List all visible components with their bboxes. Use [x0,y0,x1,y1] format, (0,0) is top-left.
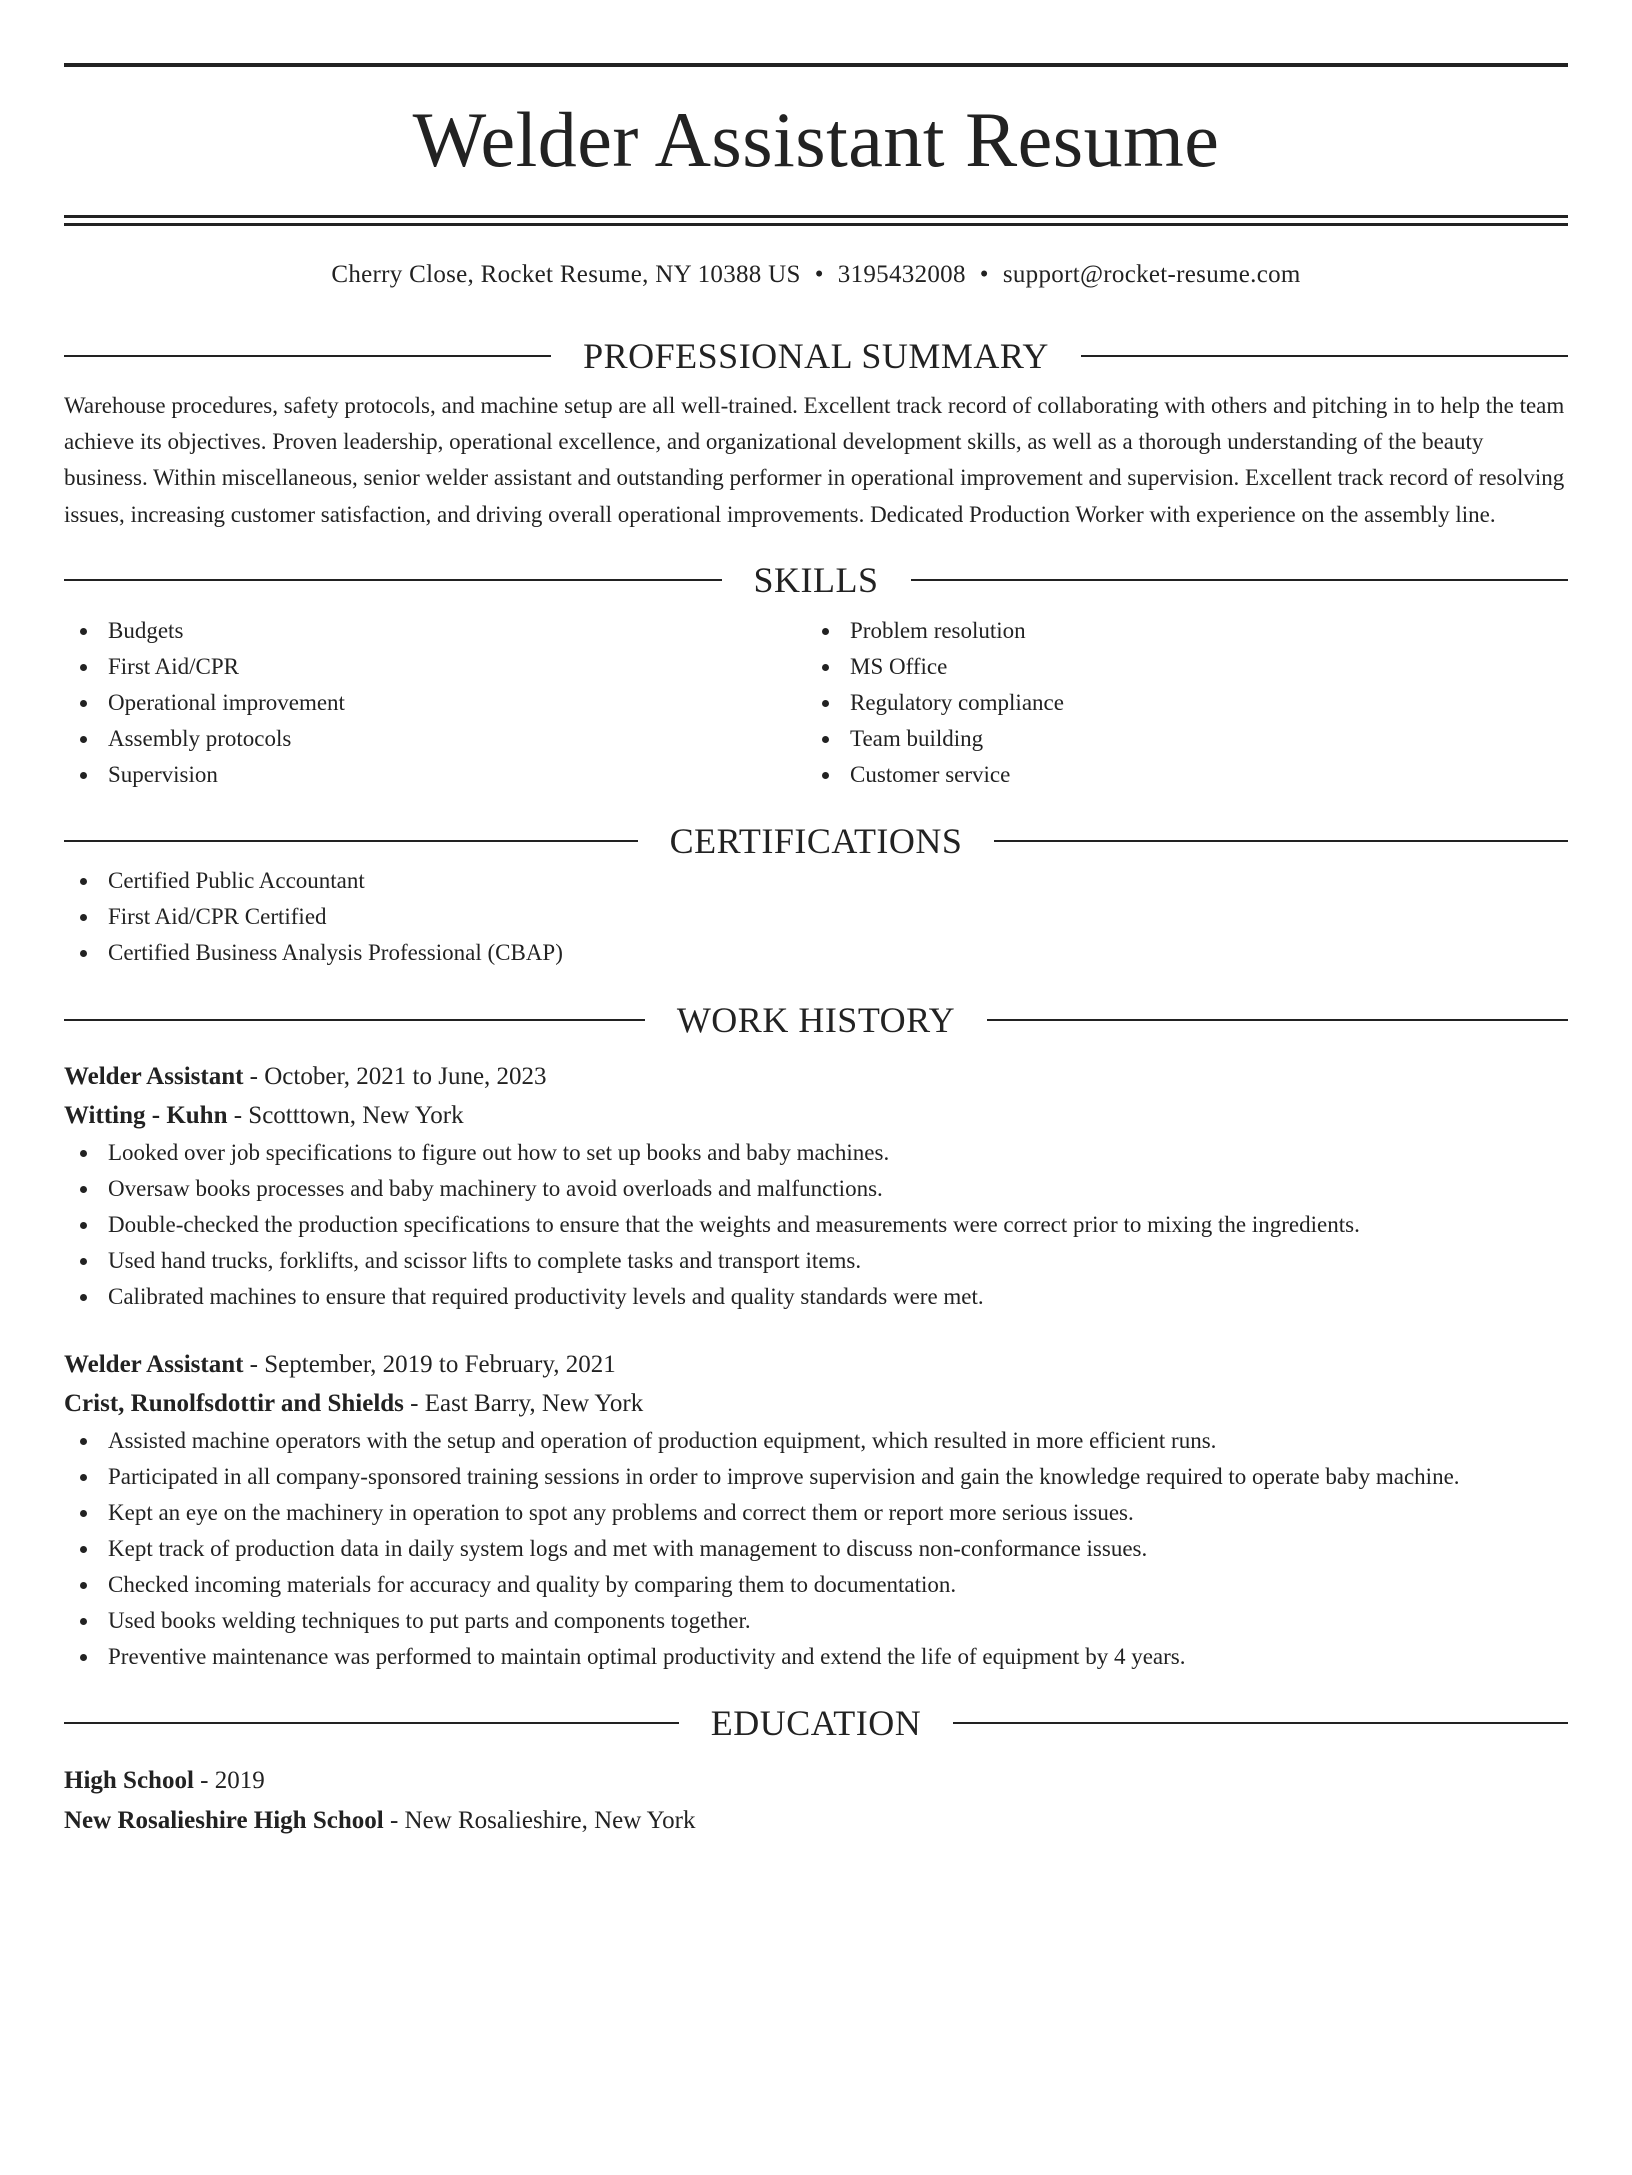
summary-heading [64,334,1568,378]
skills-list-right [806,613,1548,793]
resume-page [0,63,1632,2175]
job-dates: - September, 2019 to February, 2021 [243,1350,616,1378]
job-title: Welder Assistant [64,1062,244,1090]
education-entry [64,1761,1568,1840]
certification-item: Certified Public Accountant [64,863,1568,899]
heading-rule-left [64,579,722,581]
job-bullet: Double-checked the production specifications to ensure that the weights and measurements were correct prior to mixing the ingredients. [64,1207,1568,1243]
heading-rule-left [64,1019,645,1021]
skill-item: Team building [806,721,1548,757]
job-title-line [64,1345,1568,1384]
skill-item: Budgets [64,613,806,649]
resume-title: Welder Assistant Resume [412,96,1220,183]
skills-heading-label: SKILLS [753,559,879,600]
contact-line [64,259,1568,291]
skill-item: Regulatory compliance [806,685,1548,721]
contact-separator: • [979,261,989,288]
job-company-line [64,1384,1568,1423]
job-bullet: Used books welding techniques to put parts and components together. [64,1603,1568,1639]
job-bullets [64,1423,1568,1675]
summary-paragraph: Warehouse procedures, safety protocols, and machine setup are all well-trained. Excellent track record of collaborating with others and pitching in to help the team achieve its objectives. Proven leadership, operational excellence, and organizational development skills, as well as a thorough understanding of the beauty business. Within miscellaneous, senior welder assistant and outstanding performer in operational improvement and supervision. Excellent track record of resolving issues, increasing customer satisfaction, and driving overall operational improvements. Dedicated Production Worker with experience on the assembly line. [64,393,1565,527]
job-company: Witting - Kuhn [64,1101,228,1129]
heading-rule-left [64,1722,679,1724]
skills-grid [64,613,1568,793]
heading-rule-left [64,840,638,842]
contact-phone: 3195432008 [837,261,966,288]
contact-email: support@rocket-resume.com [1002,261,1301,288]
education-school-line [64,1801,1568,1840]
heading-rule-right [994,840,1568,842]
skill-item: First Aid/CPR [64,649,806,685]
work-history-heading-label: WORK HISTORY [676,999,956,1040]
education-degree-line [64,1761,1568,1800]
job-bullet: Kept track of production data in daily system logs and met with management to discuss non-conformance issues. [64,1531,1568,1567]
heading-rule-right [987,1019,1568,1021]
heading-rule-right [953,1722,1568,1724]
education-heading-label: EDUCATION [710,1702,922,1743]
contact-separator: • [814,261,824,288]
job-company: Crist, Runolfsdottir and Shields [64,1389,404,1417]
job-bullet: Participated in all company-sponsored training sessions in order to improve supervision and gain the knowledge required to operate baby machine. [64,1459,1568,1495]
job-bullets [64,1135,1568,1315]
certification-item: First Aid/CPR Certified [64,899,1568,935]
education-school: New Rosalieshire High School [64,1806,384,1834]
certifications-heading [64,819,1568,863]
job-entry [64,1345,1568,1675]
certification-item: Certified Business Analysis Professional (CBAP) [64,935,1568,971]
job-bullet: Looked over job specifications to figure out how to set up books and baby machines. [64,1135,1568,1171]
heading-rule-right [1081,355,1568,357]
skill-item: Assembly protocols [64,721,806,757]
work-history-heading [64,998,1568,1042]
job-dates: - October, 2021 to June, 2023 [243,1062,547,1090]
skill-item: Operational improvement [64,685,806,721]
job-bullet: Used hand trucks, forklifts, and scissor lifts to complete tasks and transport items. [64,1243,1568,1279]
job-title-line [64,1057,1568,1096]
skills-list-left [64,613,806,793]
skill-item: Problem resolution [806,613,1548,649]
job-bullet: Calibrated machines to ensure that required productivity levels and quality standards were met. [64,1279,1568,1315]
job-title: Welder Assistant [64,1350,244,1378]
skill-item: Customer service [806,757,1548,793]
certifications-heading-label: CERTIFICATIONS [669,820,963,861]
heading-rule-right [911,579,1569,581]
top-rule [64,63,1568,67]
certifications-list [64,863,1568,971]
skill-item: Supervision [64,757,806,793]
job-entry [64,1057,1568,1315]
skill-item: MS Office [806,649,1548,685]
job-bullet: Preventive maintenance was performed to maintain optimal productivity and extend the life of equipment by 4 years. [64,1639,1568,1675]
education-location: - New Rosalieshire, New York [383,1806,696,1834]
title-double-rule [64,215,1568,226]
education-degree: High School [64,1766,194,1794]
education-year: - 2019 [193,1766,265,1794]
job-bullet: Kept an eye on the machinery in operation to spot any problems and correct them or report more serious issues. [64,1495,1568,1531]
summary-heading-label: PROFESSIONAL SUMMARY [583,336,1049,376]
contact-address: Cherry Close, Rocket Resume, NY 10388 US [331,261,801,288]
skills-heading [64,558,1568,602]
job-company-line [64,1096,1568,1135]
job-location: - Scotttown, New York [227,1101,464,1129]
job-bullet: Assisted machine operators with the setup and operation of production equipment, which resulted in more efficient runs. [64,1423,1568,1459]
heading-rule-left [64,355,551,357]
job-bullet: Oversaw books processes and baby machinery to avoid overloads and malfunctions. [64,1171,1568,1207]
job-bullet: Checked incoming materials for accuracy and quality by comparing them to documentation. [64,1567,1568,1603]
education-heading [64,1701,1568,1745]
job-location: - East Barry, New York [403,1389,644,1417]
